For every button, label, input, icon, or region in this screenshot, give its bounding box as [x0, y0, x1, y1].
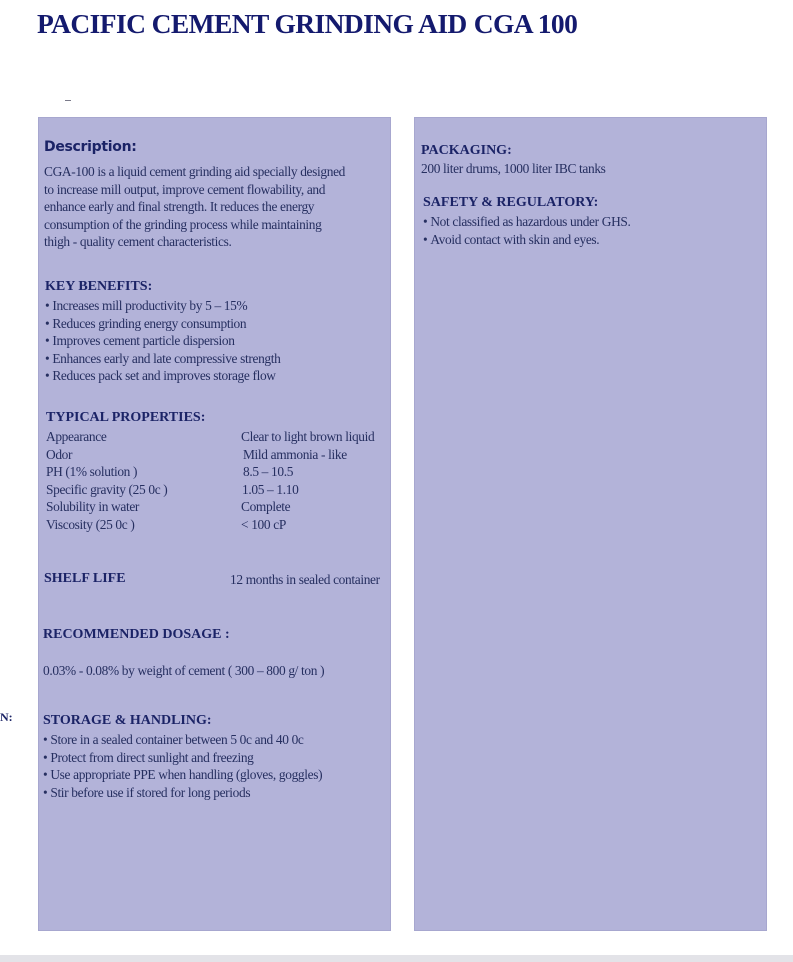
property-value: Mild ammonia - like	[243, 446, 347, 462]
property-value: 1.05 – 1.10	[242, 481, 299, 497]
list-item: • Store in a sealed container between 5 0c and 40 0c	[43, 731, 322, 749]
property-name: PH (1% solution )	[46, 464, 138, 480]
dosage-value: 0.03% - 0.08% by weight of cement ( 300 – 800 g/ ton )	[43, 663, 325, 678]
recommended-dosage-heading: RECOMMENDED DOSAGE :	[43, 627, 230, 642]
packaging-heading: PACKAGING:	[421, 143, 512, 158]
shelf-life-value: 12 months in sealed container	[230, 572, 380, 587]
shelf-life-heading: SHELF LIFE	[44, 571, 126, 586]
description-text	[44, 163, 345, 251]
description-line: thigh - quality cement characteristics.	[44, 234, 232, 250]
list-item: • Protect from direct sunlight and freezing	[43, 749, 322, 767]
property-name: Odor	[46, 446, 73, 462]
table-row	[46, 463, 374, 481]
table-row	[46, 428, 374, 446]
list-item: • Use appropriate PPE when handling (gloves, goggles)	[43, 766, 322, 784]
edge-text: N:	[0, 710, 13, 724]
stray-dash-mark	[65, 100, 71, 101]
left-panel	[39, 118, 390, 930]
property-value: Clear to light brown liquid	[241, 429, 375, 444]
table-row	[46, 516, 374, 534]
safety-regulatory-heading: SAFETY & REGULATORY:	[423, 195, 599, 210]
list-item: • Enhances early and late compressive strength	[45, 350, 281, 368]
storage-handling-list	[43, 731, 322, 801]
property-name: Specific gravity (25 0c )	[46, 481, 168, 497]
list-item: • Avoid contact with skin and eyes.	[423, 231, 631, 249]
page-title	[37, 8, 577, 40]
description-line: consumption of the grinding process while maintaining	[44, 216, 322, 232]
description-line: to increase mill output, improve cement flowability, and	[44, 181, 326, 197]
property-value: Complete	[241, 499, 291, 515]
table-row	[46, 446, 374, 464]
table-row	[46, 481, 374, 499]
key-benefits-list	[45, 297, 281, 385]
list-item: • Stir before use if stored for long periods	[43, 784, 322, 802]
description-line: enhance early and final strength. It reduces the energy	[44, 199, 315, 215]
property-value: < 100 cP	[241, 516, 286, 532]
packaging-value: 200 liter drums, 1000 liter IBC tanks	[421, 161, 606, 176]
properties-table	[46, 428, 374, 534]
right-panel	[415, 118, 766, 930]
storage-handling-heading: STORAGE & HANDLING:	[43, 713, 212, 728]
key-benefits-heading: KEY BENEFITS:	[45, 279, 153, 294]
description-heading: Description:	[44, 139, 137, 155]
safety-regulatory-list	[423, 213, 631, 248]
page-bottom-edge	[0, 955, 793, 962]
property-name: Viscosity (25 0c )	[46, 516, 135, 532]
list-item: • Improves cement particle dispersion	[45, 332, 281, 350]
list-item: • Reduces pack set and improves storage flow	[45, 367, 281, 385]
property-name: Solubility in water	[46, 499, 140, 515]
product-code: CGA 100	[473, 8, 578, 39]
list-item: • Reduces grinding energy consumption	[45, 315, 281, 333]
list-item: • Increases mill productivity by 5 – 15%	[45, 297, 281, 315]
list-item: • Not classified as hazardous under GHS.	[423, 213, 631, 231]
product-name: PACIFIC CEMENT GRINDING AID	[37, 8, 467, 39]
property-value: 8.5 – 10.5	[243, 464, 294, 480]
typical-properties-heading: TYPICAL PROPERTIES:	[46, 410, 206, 425]
property-name: Appearance	[46, 429, 107, 444]
description-line: CGA-100 is a liquid cement grinding aid specially designed	[44, 164, 346, 179]
table-row	[46, 498, 374, 516]
